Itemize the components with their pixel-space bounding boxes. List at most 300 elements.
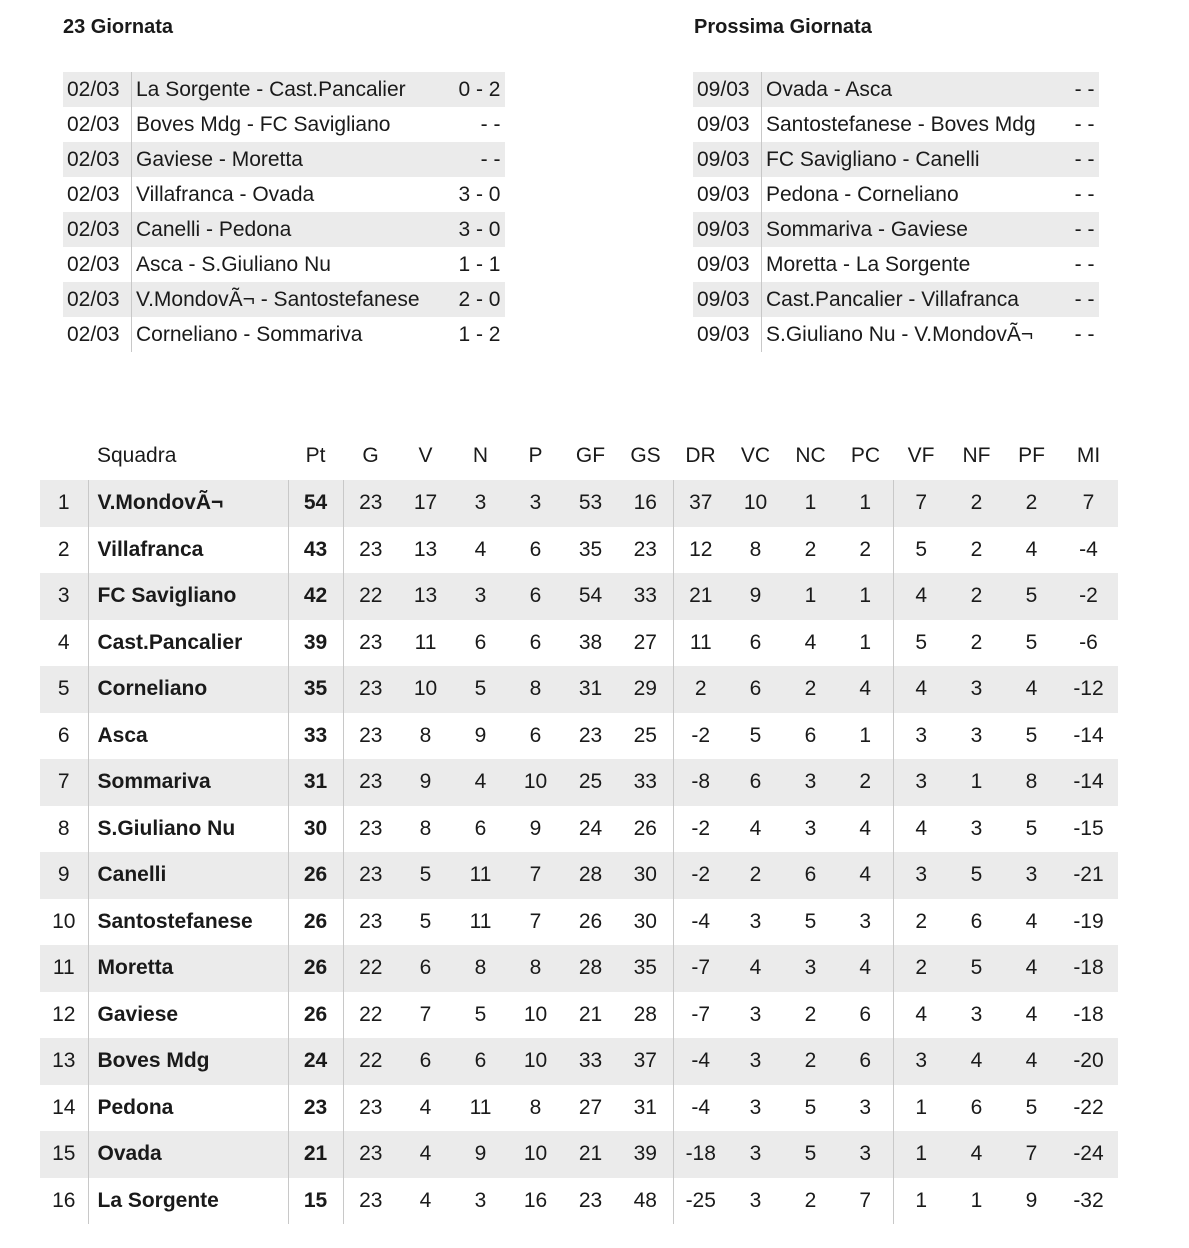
home-wins-cell: 6 bbox=[749, 677, 762, 701]
goal-difference-cell: -2 bbox=[691, 816, 711, 840]
english-average-cell: -20 bbox=[1073, 1049, 1104, 1073]
points-cell: 26 bbox=[288, 945, 343, 992]
next-round-fixtures bbox=[693, 72, 1099, 352]
match-score: - - bbox=[1074, 112, 1095, 136]
match-score: - - bbox=[1074, 77, 1095, 101]
english-average-cell: -14 bbox=[1073, 723, 1104, 747]
away-losses-cell: 5 bbox=[1025, 723, 1038, 747]
position-cell: 6 bbox=[40, 713, 88, 760]
played-cell: 22 bbox=[359, 956, 383, 980]
home-draws-cell: 3 bbox=[804, 770, 817, 794]
away-losses-cell: 9 bbox=[1025, 1188, 1038, 1212]
home-wins-cell: 3 bbox=[749, 1142, 762, 1166]
home-losses-cell: 1 bbox=[838, 620, 893, 667]
goals-for-cell: 21 bbox=[578, 1142, 603, 1166]
column-header: Pt bbox=[305, 444, 326, 467]
position-cell: 1 bbox=[40, 480, 88, 527]
match-date: 09/03 bbox=[693, 247, 762, 282]
goals-against-cell: 30 bbox=[618, 899, 673, 946]
played-cell: 23 bbox=[359, 677, 383, 701]
home-draws-cell: 2 bbox=[804, 1049, 817, 1073]
away-losses-cell: 3 bbox=[1025, 863, 1038, 887]
away-losses-cell: 4 bbox=[1025, 1002, 1038, 1026]
team-name-cell: Cast.Pancalier bbox=[88, 620, 288, 667]
losses-cell: 3 bbox=[529, 491, 542, 515]
match-score: 1 - 2 bbox=[458, 322, 501, 346]
wins-cell: 10 bbox=[413, 677, 438, 701]
match-teams: Ovada - Asca bbox=[766, 77, 893, 101]
match-score: - - bbox=[1074, 217, 1095, 241]
english-average-cell: -6 bbox=[1079, 630, 1098, 654]
away-wins-cell: 5 bbox=[915, 630, 928, 654]
away-draws-cell: 3 bbox=[970, 816, 983, 840]
goals-against-cell: 35 bbox=[618, 945, 673, 992]
match-score: - - bbox=[1074, 287, 1095, 311]
home-wins-cell: 3 bbox=[749, 1095, 762, 1119]
points-cell: 33 bbox=[288, 713, 343, 760]
match-date: 02/03 bbox=[63, 177, 132, 212]
match-date: 02/03 bbox=[63, 72, 132, 107]
english-average-cell: -18 bbox=[1073, 956, 1104, 980]
losses-cell: 16 bbox=[523, 1188, 548, 1212]
wins-cell: 8 bbox=[419, 723, 432, 747]
goals-against-cell: 26 bbox=[618, 806, 673, 853]
points-cell: 54 bbox=[288, 480, 343, 527]
wins-cell: 4 bbox=[419, 1142, 432, 1166]
position-cell: 11 bbox=[40, 945, 88, 992]
match-row bbox=[63, 247, 505, 282]
home-losses-cell: 2 bbox=[838, 759, 893, 806]
losses-cell: 8 bbox=[529, 1095, 542, 1119]
losses-cell: 6 bbox=[529, 723, 542, 747]
home-losses-cell: 1 bbox=[838, 713, 893, 760]
column-header: P bbox=[528, 444, 543, 467]
standings-row bbox=[40, 713, 1118, 760]
home-losses-cell: 3 bbox=[838, 899, 893, 946]
match-row bbox=[693, 107, 1099, 142]
home-draws-cell: 1 bbox=[804, 584, 817, 608]
wins-cell: 8 bbox=[419, 816, 432, 840]
goals-against-cell: 29 bbox=[618, 666, 673, 713]
draws-cell: 8 bbox=[474, 956, 487, 980]
standings-row bbox=[40, 620, 1118, 667]
wins-cell: 4 bbox=[419, 1188, 432, 1212]
position-cell: 12 bbox=[40, 992, 88, 1039]
goals-for-cell: 54 bbox=[578, 584, 603, 608]
match-score: - - bbox=[1074, 252, 1095, 276]
standings-row bbox=[40, 666, 1118, 713]
team-name-cell: Boves Mdg bbox=[88, 1038, 288, 1085]
losses-cell: 9 bbox=[529, 816, 542, 840]
goal-difference-cell: -4 bbox=[691, 1095, 711, 1119]
away-draws-cell: 2 bbox=[970, 630, 983, 654]
goals-for-cell: 26 bbox=[578, 909, 603, 933]
played-cell: 23 bbox=[359, 770, 383, 794]
wins-cell: 13 bbox=[413, 537, 438, 561]
match-date: 09/03 bbox=[693, 282, 762, 317]
home-losses-cell: 4 bbox=[838, 666, 893, 713]
column-header: NF bbox=[962, 444, 991, 467]
english-average-cell: -22 bbox=[1073, 1095, 1104, 1119]
played-cell: 23 bbox=[359, 537, 383, 561]
match-date: 02/03 bbox=[63, 247, 132, 282]
wins-cell: 5 bbox=[419, 909, 432, 933]
losses-cell: 10 bbox=[523, 1142, 548, 1166]
home-wins-cell: 3 bbox=[749, 1188, 762, 1212]
draws-cell: 6 bbox=[474, 1049, 487, 1073]
goals-against-cell: 25 bbox=[618, 713, 673, 760]
match-date: 09/03 bbox=[693, 177, 762, 212]
team-name-cell: Moretta bbox=[88, 945, 288, 992]
played-cell: 23 bbox=[359, 630, 383, 654]
home-losses-cell: 2 bbox=[838, 527, 893, 574]
match-score: 3 - 0 bbox=[458, 217, 501, 241]
home-wins-cell: 4 bbox=[749, 816, 762, 840]
match-row bbox=[63, 142, 505, 177]
match-row bbox=[63, 282, 505, 317]
english-average-cell: -12 bbox=[1073, 677, 1104, 701]
column-header: N bbox=[472, 444, 489, 467]
away-draws-cell: 5 bbox=[970, 863, 983, 887]
home-losses-cell: 6 bbox=[838, 1038, 893, 1085]
goal-difference-cell: 12 bbox=[689, 537, 713, 561]
match-score: - - bbox=[1074, 182, 1095, 206]
column-header: VF bbox=[907, 444, 935, 467]
away-draws-cell: 3 bbox=[970, 677, 983, 701]
away-losses-cell: 7 bbox=[1025, 1142, 1038, 1166]
standings-row bbox=[40, 852, 1118, 899]
team-name-cell: Canelli bbox=[88, 852, 288, 899]
goals-against-cell: 33 bbox=[618, 573, 673, 620]
english-average-cell: -2 bbox=[1079, 584, 1098, 608]
match-row bbox=[63, 177, 505, 212]
goals-against-cell: 31 bbox=[618, 1085, 673, 1132]
away-losses-cell: 4 bbox=[1025, 1049, 1038, 1073]
goal-difference-cell: -4 bbox=[691, 1049, 711, 1073]
goal-difference-cell: -18 bbox=[685, 1142, 716, 1166]
match-score: - - bbox=[1074, 147, 1095, 171]
losses-cell: 6 bbox=[529, 584, 542, 608]
standings-row bbox=[40, 1085, 1118, 1132]
team-name-cell: FC Savigliano bbox=[88, 573, 288, 620]
wins-cell: 4 bbox=[419, 1095, 432, 1119]
draws-cell: 5 bbox=[474, 1002, 487, 1026]
position-cell: 14 bbox=[40, 1085, 88, 1132]
standings-row bbox=[40, 527, 1118, 574]
away-losses-cell: 5 bbox=[1025, 630, 1038, 654]
team-name-cell: Santostefanese bbox=[88, 899, 288, 946]
losses-cell: 8 bbox=[529, 956, 542, 980]
points-cell: 24 bbox=[288, 1038, 343, 1085]
home-draws-cell: 2 bbox=[804, 1188, 817, 1212]
english-average-cell: -18 bbox=[1073, 1002, 1104, 1026]
goals-against-cell: 27 bbox=[618, 620, 673, 667]
home-draws-cell: 5 bbox=[804, 1142, 817, 1166]
points-cell: 15 bbox=[288, 1178, 343, 1225]
goal-difference-cell: 21 bbox=[689, 584, 713, 608]
goal-difference-cell: 37 bbox=[689, 491, 713, 515]
match-date: 02/03 bbox=[63, 282, 132, 317]
standings-row bbox=[40, 480, 1118, 527]
match-teams: FC Savigliano - Canelli bbox=[766, 147, 980, 171]
position-cell: 4 bbox=[40, 620, 88, 667]
home-losses-cell: 1 bbox=[838, 573, 893, 620]
home-wins-cell: 6 bbox=[749, 630, 762, 654]
wins-cell: 6 bbox=[419, 956, 432, 980]
match-score: 1 - 1 bbox=[458, 252, 501, 276]
played-cell: 23 bbox=[359, 909, 383, 933]
played-cell: 22 bbox=[359, 584, 383, 608]
goals-for-cell: 53 bbox=[578, 491, 603, 515]
standings-row bbox=[40, 759, 1118, 806]
goal-difference-cell: -2 bbox=[691, 863, 711, 887]
home-wins-cell: 8 bbox=[749, 537, 762, 561]
home-draws-cell: 5 bbox=[804, 909, 817, 933]
column-header: NC bbox=[795, 444, 826, 467]
english-average-cell: -14 bbox=[1073, 770, 1104, 794]
match-teams: Sommariva - Gaviese bbox=[766, 217, 968, 241]
points-cell: 26 bbox=[288, 992, 343, 1039]
english-average-cell: -4 bbox=[1079, 537, 1098, 561]
match-row bbox=[693, 177, 1099, 212]
match-date: 09/03 bbox=[693, 317, 762, 352]
home-losses-cell: 7 bbox=[838, 1178, 893, 1225]
wins-cell: 11 bbox=[414, 630, 437, 654]
match-teams: Asca - S.Giuliano Nu bbox=[136, 252, 331, 276]
goals-against-cell: 48 bbox=[618, 1178, 673, 1225]
goals-against-cell: 37 bbox=[618, 1038, 673, 1085]
away-losses-cell: 4 bbox=[1025, 956, 1038, 980]
match-teams: Moretta - La Sorgente bbox=[766, 252, 971, 276]
match-teams: Cast.Pancalier - Villafranca bbox=[766, 287, 1019, 311]
match-teams: V.MondovÃ¬ - Santostefanese bbox=[136, 287, 420, 311]
goals-against-cell: 16 bbox=[618, 480, 673, 527]
match-score: 2 - 0 bbox=[458, 287, 501, 311]
away-draws-cell: 2 bbox=[970, 537, 983, 561]
match-date: 02/03 bbox=[63, 107, 132, 142]
team-name-cell: V.MondovÃ¬ bbox=[88, 480, 288, 527]
team-name-cell: Ovada bbox=[88, 1131, 288, 1178]
away-wins-cell: 2 bbox=[915, 909, 928, 933]
home-losses-cell: 4 bbox=[838, 852, 893, 899]
home-losses-cell: 3 bbox=[838, 1085, 893, 1132]
home-wins-cell: 3 bbox=[749, 1002, 762, 1026]
home-draws-cell: 3 bbox=[804, 956, 817, 980]
away-losses-cell: 5 bbox=[1025, 1095, 1038, 1119]
match-row bbox=[63, 317, 505, 352]
losses-cell: 7 bbox=[529, 909, 542, 933]
home-draws-cell: 6 bbox=[804, 723, 817, 747]
points-cell: 26 bbox=[288, 852, 343, 899]
draws-cell: 5 bbox=[474, 677, 487, 701]
goals-for-cell: 38 bbox=[578, 630, 603, 654]
match-date: 02/03 bbox=[63, 212, 132, 247]
points-cell: 30 bbox=[288, 806, 343, 853]
match-row bbox=[63, 72, 505, 107]
goal-difference-cell: -4 bbox=[691, 909, 711, 933]
goal-difference-cell: 2 bbox=[694, 677, 707, 701]
column-header: Squadra bbox=[97, 444, 177, 467]
english-average-cell: -19 bbox=[1073, 909, 1104, 933]
away-wins-cell: 1 bbox=[915, 1095, 928, 1119]
goals-against-cell: 28 bbox=[618, 992, 673, 1039]
wins-cell: 9 bbox=[419, 770, 432, 794]
home-draws-cell: 2 bbox=[804, 677, 817, 701]
away-draws-cell: 6 bbox=[970, 1095, 983, 1119]
away-wins-cell: 7 bbox=[915, 491, 928, 515]
away-draws-cell: 5 bbox=[970, 956, 983, 980]
column-header: DR bbox=[685, 444, 716, 467]
match-score: 0 - 2 bbox=[458, 77, 501, 101]
away-draws-cell: 3 bbox=[970, 723, 983, 747]
match-date: 09/03 bbox=[693, 212, 762, 247]
wins-cell: 7 bbox=[419, 1002, 432, 1026]
standings-row bbox=[40, 573, 1118, 620]
wins-cell: 6 bbox=[419, 1049, 432, 1073]
played-cell: 23 bbox=[359, 1095, 383, 1119]
goals-for-cell: 33 bbox=[578, 1049, 603, 1073]
column-header: GS bbox=[630, 444, 661, 467]
home-losses-cell: 4 bbox=[838, 806, 893, 853]
column-header: G bbox=[362, 444, 379, 467]
home-losses-cell: 3 bbox=[838, 1131, 893, 1178]
home-draws-cell: 3 bbox=[804, 816, 817, 840]
match-teams: Villafranca - Ovada bbox=[136, 182, 315, 206]
home-wins-cell: 6 bbox=[749, 770, 762, 794]
goals-for-cell: 31 bbox=[578, 677, 603, 701]
current-round-title: 23 Giornata bbox=[63, 16, 174, 38]
match-score: 3 - 0 bbox=[458, 182, 501, 206]
played-cell: 23 bbox=[359, 1188, 383, 1212]
wins-cell: 17 bbox=[413, 491, 438, 515]
standings-header-row bbox=[40, 432, 1118, 480]
team-name-cell: Gaviese bbox=[88, 992, 288, 1039]
team-name-cell: S.Giuliano Nu bbox=[88, 806, 288, 853]
match-teams: S.Giuliano Nu - V.MondovÃ¬ bbox=[766, 322, 1034, 346]
home-wins-cell: 2 bbox=[749, 863, 762, 887]
home-draws-cell: 6 bbox=[804, 863, 817, 887]
goals-for-cell: 27 bbox=[578, 1095, 603, 1119]
away-wins-cell: 3 bbox=[915, 1049, 928, 1073]
goals-for-cell: 21 bbox=[578, 1002, 603, 1026]
goals-against-cell: 39 bbox=[618, 1131, 673, 1178]
goal-difference-cell: 11 bbox=[689, 630, 712, 654]
goals-against-cell: 23 bbox=[618, 527, 673, 574]
away-draws-cell: 2 bbox=[970, 491, 983, 515]
home-draws-cell: 4 bbox=[804, 630, 817, 654]
losses-cell: 10 bbox=[523, 1002, 548, 1026]
away-draws-cell: 4 bbox=[970, 1142, 983, 1166]
goal-difference-cell: -8 bbox=[691, 770, 711, 794]
draws-cell: 9 bbox=[474, 723, 487, 747]
english-average-cell: 7 bbox=[1082, 491, 1095, 515]
standings-row bbox=[40, 1131, 1118, 1178]
away-draws-cell: 3 bbox=[970, 1002, 983, 1026]
draws-cell: 4 bbox=[474, 537, 487, 561]
played-cell: 22 bbox=[359, 1049, 383, 1073]
played-cell: 23 bbox=[359, 723, 383, 747]
match-row bbox=[63, 212, 505, 247]
home-wins-cell: 9 bbox=[749, 584, 762, 608]
played-cell: 23 bbox=[359, 816, 383, 840]
away-draws-cell: 2 bbox=[970, 584, 983, 608]
team-name-cell: Villafranca bbox=[88, 527, 288, 574]
position-cell: 7 bbox=[40, 759, 88, 806]
away-wins-cell: 4 bbox=[915, 677, 928, 701]
draws-cell: 6 bbox=[474, 816, 487, 840]
match-row bbox=[693, 282, 1099, 317]
points-cell: 26 bbox=[288, 899, 343, 946]
standings-row bbox=[40, 899, 1118, 946]
position-cell: 8 bbox=[40, 806, 88, 853]
away-losses-cell: 5 bbox=[1025, 816, 1038, 840]
away-draws-cell: 1 bbox=[970, 1188, 983, 1212]
points-cell: 23 bbox=[288, 1085, 343, 1132]
english-average-cell: -15 bbox=[1073, 816, 1104, 840]
away-wins-cell: 3 bbox=[915, 723, 928, 747]
away-draws-cell: 6 bbox=[970, 909, 983, 933]
goals-for-cell: 28 bbox=[578, 863, 603, 887]
goals-for-cell: 35 bbox=[578, 537, 603, 561]
match-date: 09/03 bbox=[693, 142, 762, 177]
column-header: PC bbox=[850, 444, 881, 467]
match-score: - - bbox=[480, 147, 501, 171]
position-cell: 10 bbox=[40, 899, 88, 946]
away-wins-cell: 4 bbox=[915, 584, 928, 608]
team-name-cell: Sommariva bbox=[88, 759, 288, 806]
column-header: V bbox=[418, 444, 433, 467]
losses-cell: 6 bbox=[529, 537, 542, 561]
home-wins-cell: 3 bbox=[749, 1049, 762, 1073]
home-wins-cell: 5 bbox=[749, 723, 762, 747]
match-date: 09/03 bbox=[693, 107, 762, 142]
goal-difference-cell: -25 bbox=[685, 1188, 716, 1212]
home-wins-cell: 10 bbox=[743, 491, 768, 515]
home-wins-cell: 3 bbox=[749, 909, 762, 933]
position-cell: 15 bbox=[40, 1131, 88, 1178]
home-draws-cell: 1 bbox=[804, 491, 817, 515]
home-wins-cell: 4 bbox=[749, 956, 762, 980]
away-wins-cell: 4 bbox=[915, 1002, 928, 1026]
position-cell: 5 bbox=[40, 666, 88, 713]
position-cell: 9 bbox=[40, 852, 88, 899]
away-wins-cell: 5 bbox=[915, 537, 928, 561]
column-header: PF bbox=[1018, 444, 1045, 467]
goal-difference-cell: -2 bbox=[691, 723, 711, 747]
team-name-cell: Corneliano bbox=[88, 666, 288, 713]
match-score: - - bbox=[1074, 322, 1095, 346]
away-losses-cell: 2 bbox=[1025, 491, 1038, 515]
points-cell: 21 bbox=[288, 1131, 343, 1178]
standings-row bbox=[40, 806, 1118, 853]
goals-for-cell: 28 bbox=[578, 956, 603, 980]
draws-cell: 11 bbox=[469, 1095, 492, 1119]
draws-cell: 3 bbox=[474, 491, 487, 515]
standings-row bbox=[40, 1038, 1118, 1085]
draws-cell: 3 bbox=[474, 584, 487, 608]
away-wins-cell: 3 bbox=[915, 863, 928, 887]
match-teams: Canelli - Pedona bbox=[136, 217, 292, 241]
losses-cell: 8 bbox=[529, 677, 542, 701]
draws-cell: 4 bbox=[474, 770, 487, 794]
wins-cell: 5 bbox=[419, 863, 432, 887]
match-row bbox=[693, 317, 1099, 352]
match-teams: Santostefanese - Boves Mdg bbox=[766, 112, 1036, 136]
english-average-cell: -21 bbox=[1073, 863, 1104, 887]
away-draws-cell: 1 bbox=[970, 770, 983, 794]
match-row bbox=[693, 72, 1099, 107]
position-cell: 13 bbox=[40, 1038, 88, 1085]
